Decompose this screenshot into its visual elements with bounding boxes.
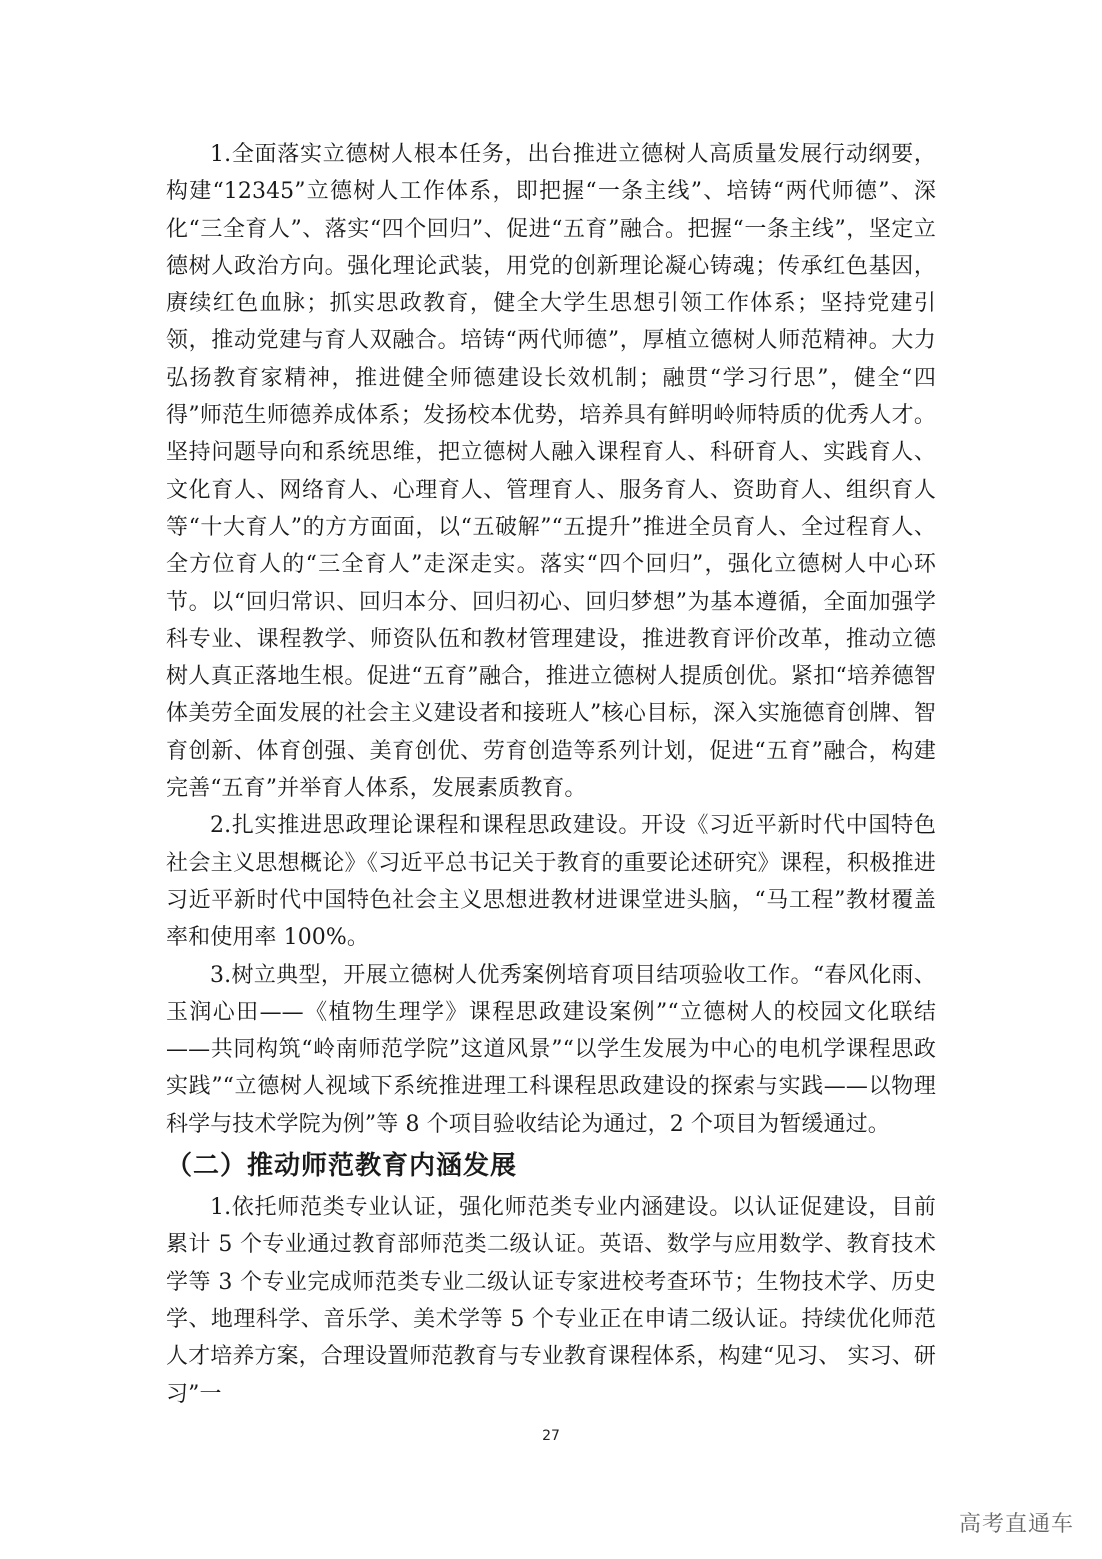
- paragraph-3: 3.树立典型，开展立德树人优秀案例培育项目结项验收工作。“春风化雨、玉润心田——《植物生理学》课程思政建设案例”“立德树人的校园文化联结——共同构筑“岭南师范学院”这道风景”“以学生发展为中心的电机学课程思政实践”“立德树人视域下系统推进理工科课程思政建设的探索与实践——以物理科学与技术学院为例”等 8 个项目验收结论为通过，2 个项目为暂缓通过。: [166, 962, 936, 1137]
- page-body: [166, 136, 936, 1413]
- section-heading: （二）推动师范教育内涵发展: [166, 1151, 518, 1182]
- page-number: 27: [542, 1428, 560, 1444]
- paragraph-2: 2.扎实推进思政理论课程和课程思政建设。开设《习近平新时代中国特色社会主义思想概论》《习近平总书记关于教育的重要论述研究》课程，积极推进习近平新时代中国特色社会主义思想进教材进课堂进头脑，“马工程”教材覆盖率和使用率 100%。: [166, 813, 936, 951]
- paragraph-4: 1.依托师范类专业认证，强化师范类专业内涵建设。以认证促建设，目前累计 5 个专业通过教育部师范类二级认证。英语、数学与应用数学、教育技术学等 3 个专业完成师范类专业二级认证专家进校考查环节；生物技术学、历史学、地理科学、音乐学、美术学等 5 个专业正在申请二级认证。持续优化师范人才培养方案，合理设置师范教育与专业教育课程体系，构建“见习、 实习、研习”一: [166, 1195, 936, 1407]
- watermark: 高考直通车: [958, 1512, 1074, 1537]
- paragraph-1: 1.全面落实立德树人根本任务，出台推进立德树人高质量发展行动纲要，构建“12345”立德树人工作体系，即把握“一条主线”、培铸“两代师德”、深化“三全育人”、落实“四个回归”、促进“五育”融合。把握“一条主线”，坚定立德树人政治方向。强化理论武装，用党的创新理论凝心铸魂；传承红色基因，赓续红色血脉；抓实思政教育，健全大学生思想引领工作体系；坚持党建引领，推动党建与育人双融合。培铸“两代师德”，厚植立德树人师范精神。大力弘扬教育家精神，推进健全师德建设长效机制；融贯“学习行思”，健全“四得”师范生师德养成体系；发扬校本优势，培养具有鲜明岭师特质的优秀人才。坚持问题导向和系统思维，把立德树人融入课程育人、科研育人、实践育人、文化育人、网络育人、心理育人、管理育人、服务育人、资助育人、组织育人等“十大育人”的方方面面，以“五破解”“五提升”推进全员育人、全过程育人、全方位育人的“三全育人”走深走实。落实“四个回归”，强化立德树人中心环节。以“回归常识、回归本分、回归初心、回归梦想”为基本遵循，全面加强学科专业、课程教学、师资队伍和教材管理建设，推进教育评价改革，推动立德树人真正落地生根。促进“五育”融合，推进立德树人提质创优。紧扣“培养德智体美劳全面发展的社会主义建设者和接班人”核心目标，深入实施德育创牌、智育创新、体育创强、美育创优、劳育创造等系列计划，促进“五育”融合，构建完善“五育”并举育人体系，发展素质教育。: [166, 142, 936, 802]
